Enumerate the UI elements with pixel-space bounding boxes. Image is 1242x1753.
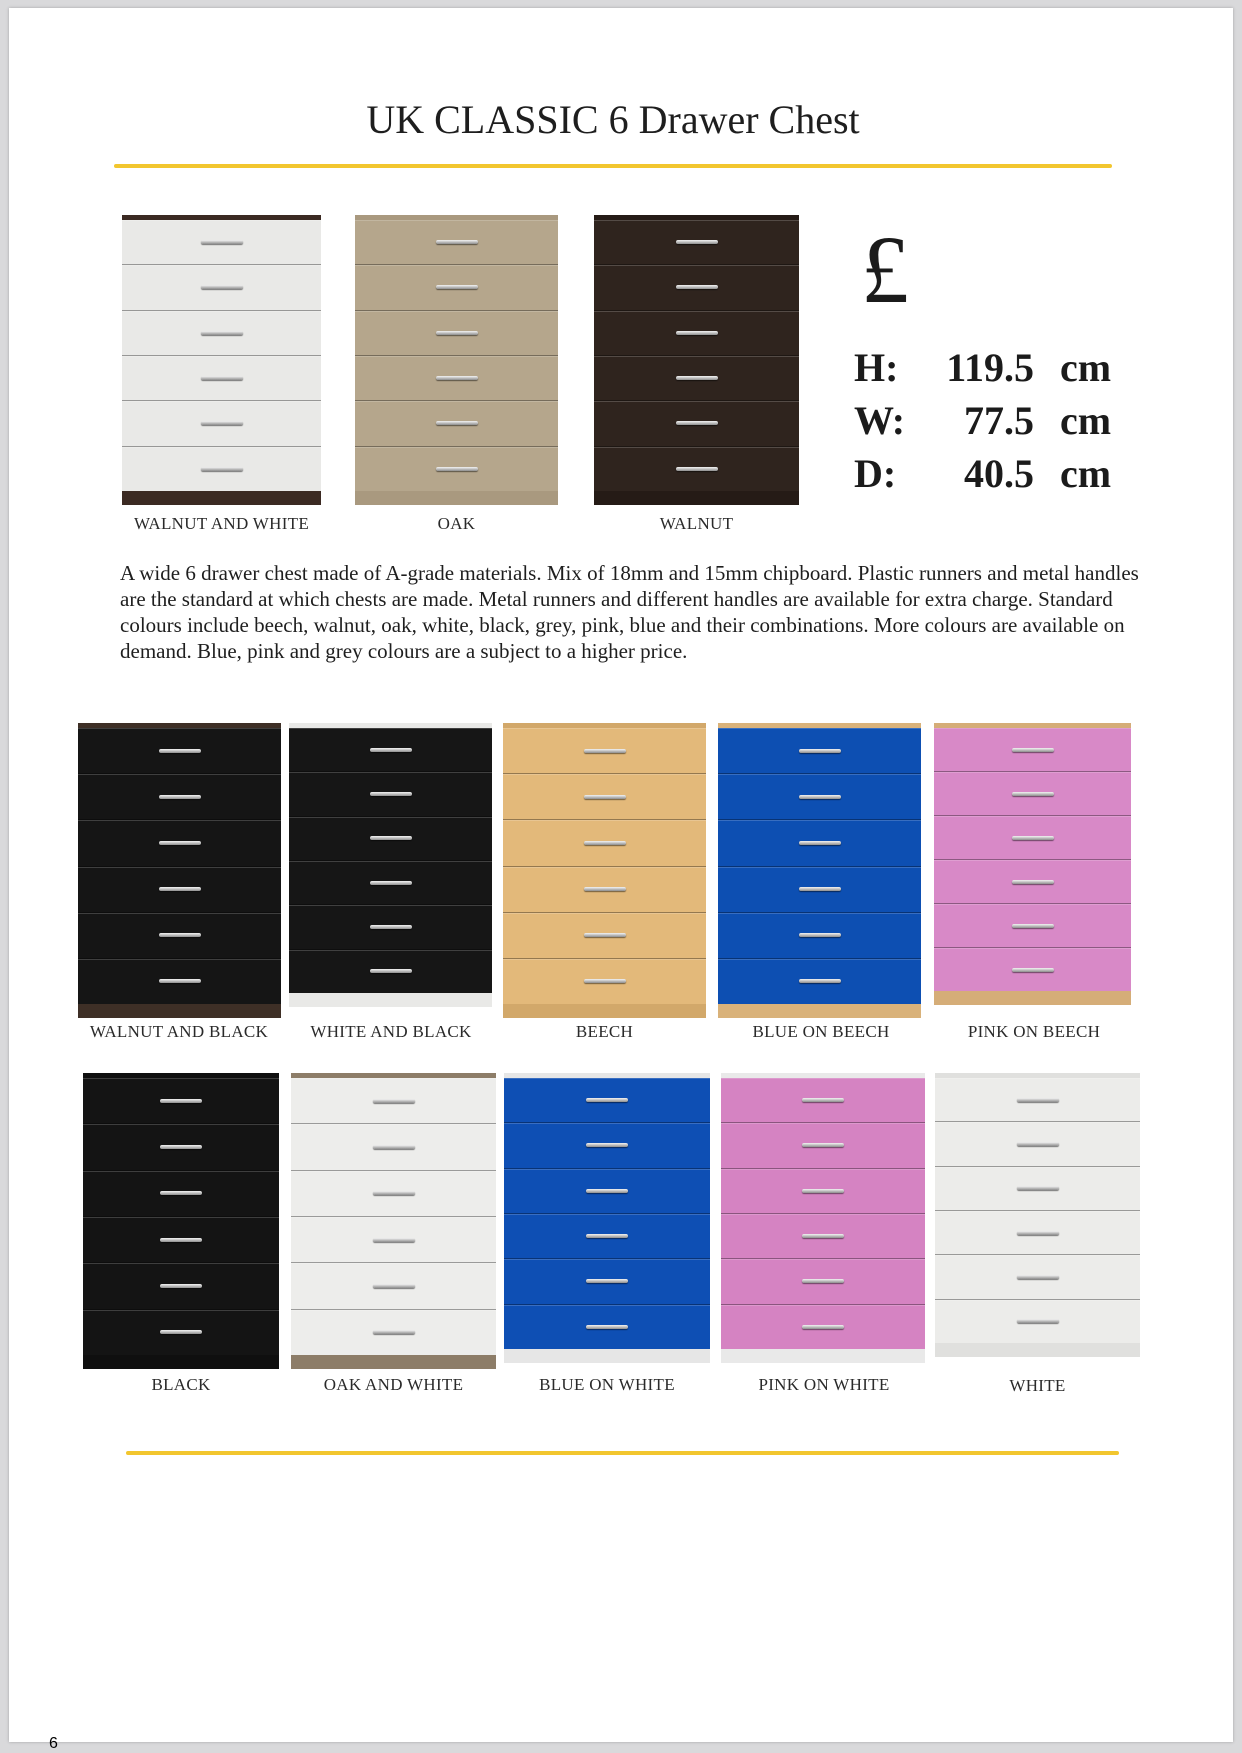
drawer	[504, 1305, 710, 1349]
drawer	[78, 728, 281, 774]
chest-label: BEECH	[575, 1022, 634, 1041]
drawer	[504, 1123, 710, 1168]
drawer	[355, 220, 558, 265]
dimension-width: W: 77.5 cm	[854, 398, 1112, 443]
drawer	[934, 860, 1131, 904]
drawer-handle	[373, 1145, 415, 1149]
drawer-handle	[676, 467, 718, 471]
drawer	[291, 1124, 496, 1170]
drawer-handle	[159, 841, 201, 845]
drawer-handle	[160, 1099, 202, 1103]
drawer	[935, 1211, 1140, 1255]
drawer	[934, 948, 1131, 991]
drawer-handle	[799, 933, 841, 937]
drawer	[718, 867, 921, 913]
chest-plinth	[355, 491, 558, 505]
drawer	[935, 1122, 1140, 1166]
chest-label: BLACK	[151, 1375, 211, 1394]
drawer-handle	[370, 836, 412, 840]
drawer-handle	[370, 881, 412, 885]
drawer-handle	[436, 240, 478, 244]
chest-pink-on-beech	[934, 723, 1131, 1005]
drawer-handle	[1012, 836, 1054, 840]
chest-label: WALNUT	[659, 514, 734, 533]
drawer	[721, 1305, 925, 1349]
page-number: 6	[49, 1735, 58, 1752]
drawer-handle	[1012, 792, 1054, 796]
drawer	[718, 728, 921, 774]
chest-label: WHITE AND BLACK	[310, 1022, 472, 1041]
chest-walnut	[594, 215, 799, 505]
chest-walnut-and-black	[78, 723, 281, 1018]
drawer	[721, 1123, 925, 1168]
drawer	[503, 820, 706, 866]
chest-plinth	[78, 1004, 281, 1018]
drawer	[503, 774, 706, 820]
drawer	[594, 311, 799, 356]
drawer-handle	[1012, 880, 1054, 884]
drawer-handle	[159, 887, 201, 891]
drawer	[122, 356, 321, 401]
chest-label: PINK ON WHITE	[758, 1375, 890, 1394]
drawer	[83, 1171, 279, 1217]
drawer	[122, 311, 321, 356]
drawer-handle	[586, 1189, 628, 1193]
drawer	[355, 356, 558, 401]
drawer	[935, 1078, 1140, 1122]
drawer	[504, 1169, 710, 1214]
drawer-handle	[201, 331, 243, 335]
drawer-handle	[373, 1330, 415, 1334]
drawer-handle	[584, 841, 626, 845]
drawer-handle	[436, 467, 478, 471]
drawer-handle	[1017, 1186, 1059, 1190]
chest-plinth	[721, 1349, 925, 1363]
drawer	[291, 1171, 496, 1217]
drawer	[935, 1255, 1140, 1299]
drawer	[503, 867, 706, 913]
chest-black	[83, 1073, 279, 1369]
drawer	[289, 905, 492, 949]
drawer	[83, 1263, 279, 1309]
chest-label: OAK	[437, 514, 476, 533]
drawer-handle	[1017, 1231, 1059, 1235]
drawer	[503, 913, 706, 959]
drawer-handle	[201, 285, 243, 289]
drawer	[83, 1217, 279, 1263]
drawer-handle	[1017, 1098, 1059, 1102]
drawer-handle	[370, 792, 412, 796]
drawer-handle	[586, 1098, 628, 1102]
chest-walnut-and-white	[122, 215, 321, 505]
drawer-handle	[160, 1238, 202, 1242]
drawer	[594, 401, 799, 446]
drawer	[935, 1300, 1140, 1343]
drawer	[721, 1078, 925, 1123]
drawer-handle	[370, 969, 412, 973]
drawer	[594, 220, 799, 265]
drawer	[122, 401, 321, 446]
drawer	[934, 728, 1131, 772]
drawer	[83, 1078, 279, 1124]
drawer-handle	[676, 240, 718, 244]
drawer-handle	[1017, 1319, 1059, 1323]
drawer-handle	[1012, 748, 1054, 752]
drawer-handle	[802, 1189, 844, 1193]
chest-plinth	[122, 491, 321, 505]
drawer	[291, 1263, 496, 1309]
drawer-handle	[586, 1234, 628, 1238]
drawer	[934, 904, 1131, 948]
drawer-handle	[373, 1191, 415, 1195]
drawer	[78, 820, 281, 866]
top-accent-rule	[114, 164, 1112, 168]
drawer	[718, 959, 921, 1004]
drawer-handle	[584, 795, 626, 799]
chest-plinth	[935, 1343, 1140, 1357]
bottom-accent-rule	[126, 1451, 1119, 1455]
drawer-handle	[584, 749, 626, 753]
drawer	[594, 356, 799, 401]
drawer-handle	[436, 285, 478, 289]
drawer-handle	[586, 1279, 628, 1283]
drawer	[122, 447, 321, 491]
drawer	[289, 772, 492, 816]
chest-plinth	[718, 1004, 921, 1018]
drawer-handle	[676, 285, 718, 289]
drawer	[503, 728, 706, 774]
chest-blue-on-white	[504, 1073, 710, 1363]
drawer	[504, 1214, 710, 1259]
drawer	[935, 1167, 1140, 1211]
drawer-handle	[799, 795, 841, 799]
chest-plinth	[934, 991, 1131, 1005]
price-currency-symbol: £	[861, 216, 909, 323]
chest-label: WALNUT AND BLACK	[89, 1022, 269, 1041]
chest-plinth	[503, 1004, 706, 1018]
drawer-handle	[201, 421, 243, 425]
drawer	[355, 401, 558, 446]
drawer	[594, 447, 799, 491]
chest-label: WALNUT AND WHITE	[133, 514, 310, 533]
drawer	[718, 774, 921, 820]
chest-label: OAK AND WHITE	[323, 1375, 464, 1394]
chest-plinth	[594, 491, 799, 505]
drawer-handle	[802, 1098, 844, 1102]
drawer-handle	[373, 1238, 415, 1242]
drawer-handle	[676, 331, 718, 335]
chest-plinth	[83, 1355, 279, 1369]
drawer	[122, 220, 321, 265]
drawer-handle	[160, 1330, 202, 1334]
drawer-handle	[159, 979, 201, 983]
drawer	[289, 950, 492, 993]
chest-label: PINK ON BEECH	[967, 1022, 1101, 1041]
drawer	[721, 1259, 925, 1304]
dimension-height: H: 119.5 cm	[854, 345, 1112, 390]
chest-plinth	[291, 1355, 496, 1369]
chest-beech	[503, 723, 706, 1018]
drawer	[594, 265, 799, 310]
drawer-handle	[799, 979, 841, 983]
drawer-handle	[160, 1191, 202, 1195]
drawer-handle	[676, 376, 718, 380]
drawer-handle	[1012, 924, 1054, 928]
dimensions-block	[854, 341, 1111, 500]
drawer-handle	[436, 331, 478, 335]
chest-label: BLUE ON WHITE	[539, 1375, 675, 1394]
drawer-handle	[802, 1325, 844, 1329]
drawer	[83, 1124, 279, 1170]
drawer-handle	[584, 887, 626, 891]
drawer-handle	[160, 1284, 202, 1288]
drawer-handle	[584, 979, 626, 983]
chest-white-and-black	[289, 723, 492, 1007]
drawer-handle	[802, 1279, 844, 1283]
drawer	[718, 913, 921, 959]
drawer	[721, 1214, 925, 1259]
drawer-handle	[586, 1325, 628, 1329]
drawer-handle	[1017, 1142, 1059, 1146]
drawer	[291, 1078, 496, 1124]
page-title: UK CLASSIC 6 Drawer Chest	[366, 97, 860, 142]
drawer-handle	[160, 1145, 202, 1149]
drawer-handle	[799, 749, 841, 753]
drawer-handle	[373, 1284, 415, 1288]
chest-blue-on-beech	[718, 723, 921, 1018]
drawer	[934, 772, 1131, 816]
drawer-handle	[586, 1143, 628, 1147]
drawer	[934, 816, 1131, 860]
drawer	[78, 867, 281, 913]
chest-plinth	[289, 993, 492, 1007]
chest-pink-on-white	[721, 1073, 925, 1363]
chest-label: WHITE	[1009, 1376, 1066, 1395]
drawer	[355, 311, 558, 356]
drawer-handle	[436, 421, 478, 425]
drawer	[503, 959, 706, 1004]
drawer	[78, 959, 281, 1004]
drawer	[122, 265, 321, 310]
drawer	[289, 861, 492, 905]
drawer	[289, 728, 492, 772]
drawer-handle	[584, 933, 626, 937]
chest-plinth	[504, 1349, 710, 1363]
drawer	[504, 1078, 710, 1123]
drawer	[291, 1217, 496, 1263]
catalog-page	[9, 8, 1233, 1742]
drawer-handle	[1017, 1275, 1059, 1279]
drawer-handle	[436, 376, 478, 380]
drawer-handle	[201, 376, 243, 380]
drawer-handle	[370, 925, 412, 929]
drawer-handle	[159, 749, 201, 753]
drawer-handle	[201, 467, 243, 471]
chest-label: BLUE ON BEECH	[752, 1022, 890, 1041]
drawer-handle	[201, 240, 243, 244]
drawer	[504, 1259, 710, 1304]
drawer	[355, 447, 558, 491]
drawer-handle	[799, 887, 841, 891]
drawer	[83, 1310, 279, 1355]
drawer-handle	[802, 1234, 844, 1238]
drawer-handle	[799, 841, 841, 845]
product-description: A wide 6 drawer chest made of A-grade materials. Mix of 18mm and 15mm chipboard. Plastic runners and metal handles are the standard at which chests are made. Metal runners and different handles are available for extra charge. Standard colours include beech, walnut, oak, white, black, grey, pink, blue and their combinations. More colours are available on demand. Blue, pink and grey colours are a subject to a higher price.	[120, 561, 1139, 663]
drawer-handle	[802, 1143, 844, 1147]
drawer	[718, 820, 921, 866]
drawer-handle	[370, 748, 412, 752]
drawer	[289, 817, 492, 861]
drawer	[721, 1169, 925, 1214]
chest-white	[935, 1073, 1140, 1357]
drawer-handle	[676, 421, 718, 425]
drawer-handle	[159, 933, 201, 937]
drawer	[78, 913, 281, 959]
drawer-handle	[1012, 968, 1054, 972]
drawer-handle	[373, 1099, 415, 1103]
chest-oak-and-white	[291, 1073, 496, 1369]
drawer	[291, 1310, 496, 1355]
chest-oak	[355, 215, 558, 505]
drawer	[355, 265, 558, 310]
drawer-handle	[159, 795, 201, 799]
dimension-depth: D: 40.5 cm	[854, 451, 1112, 496]
drawer	[78, 774, 281, 820]
